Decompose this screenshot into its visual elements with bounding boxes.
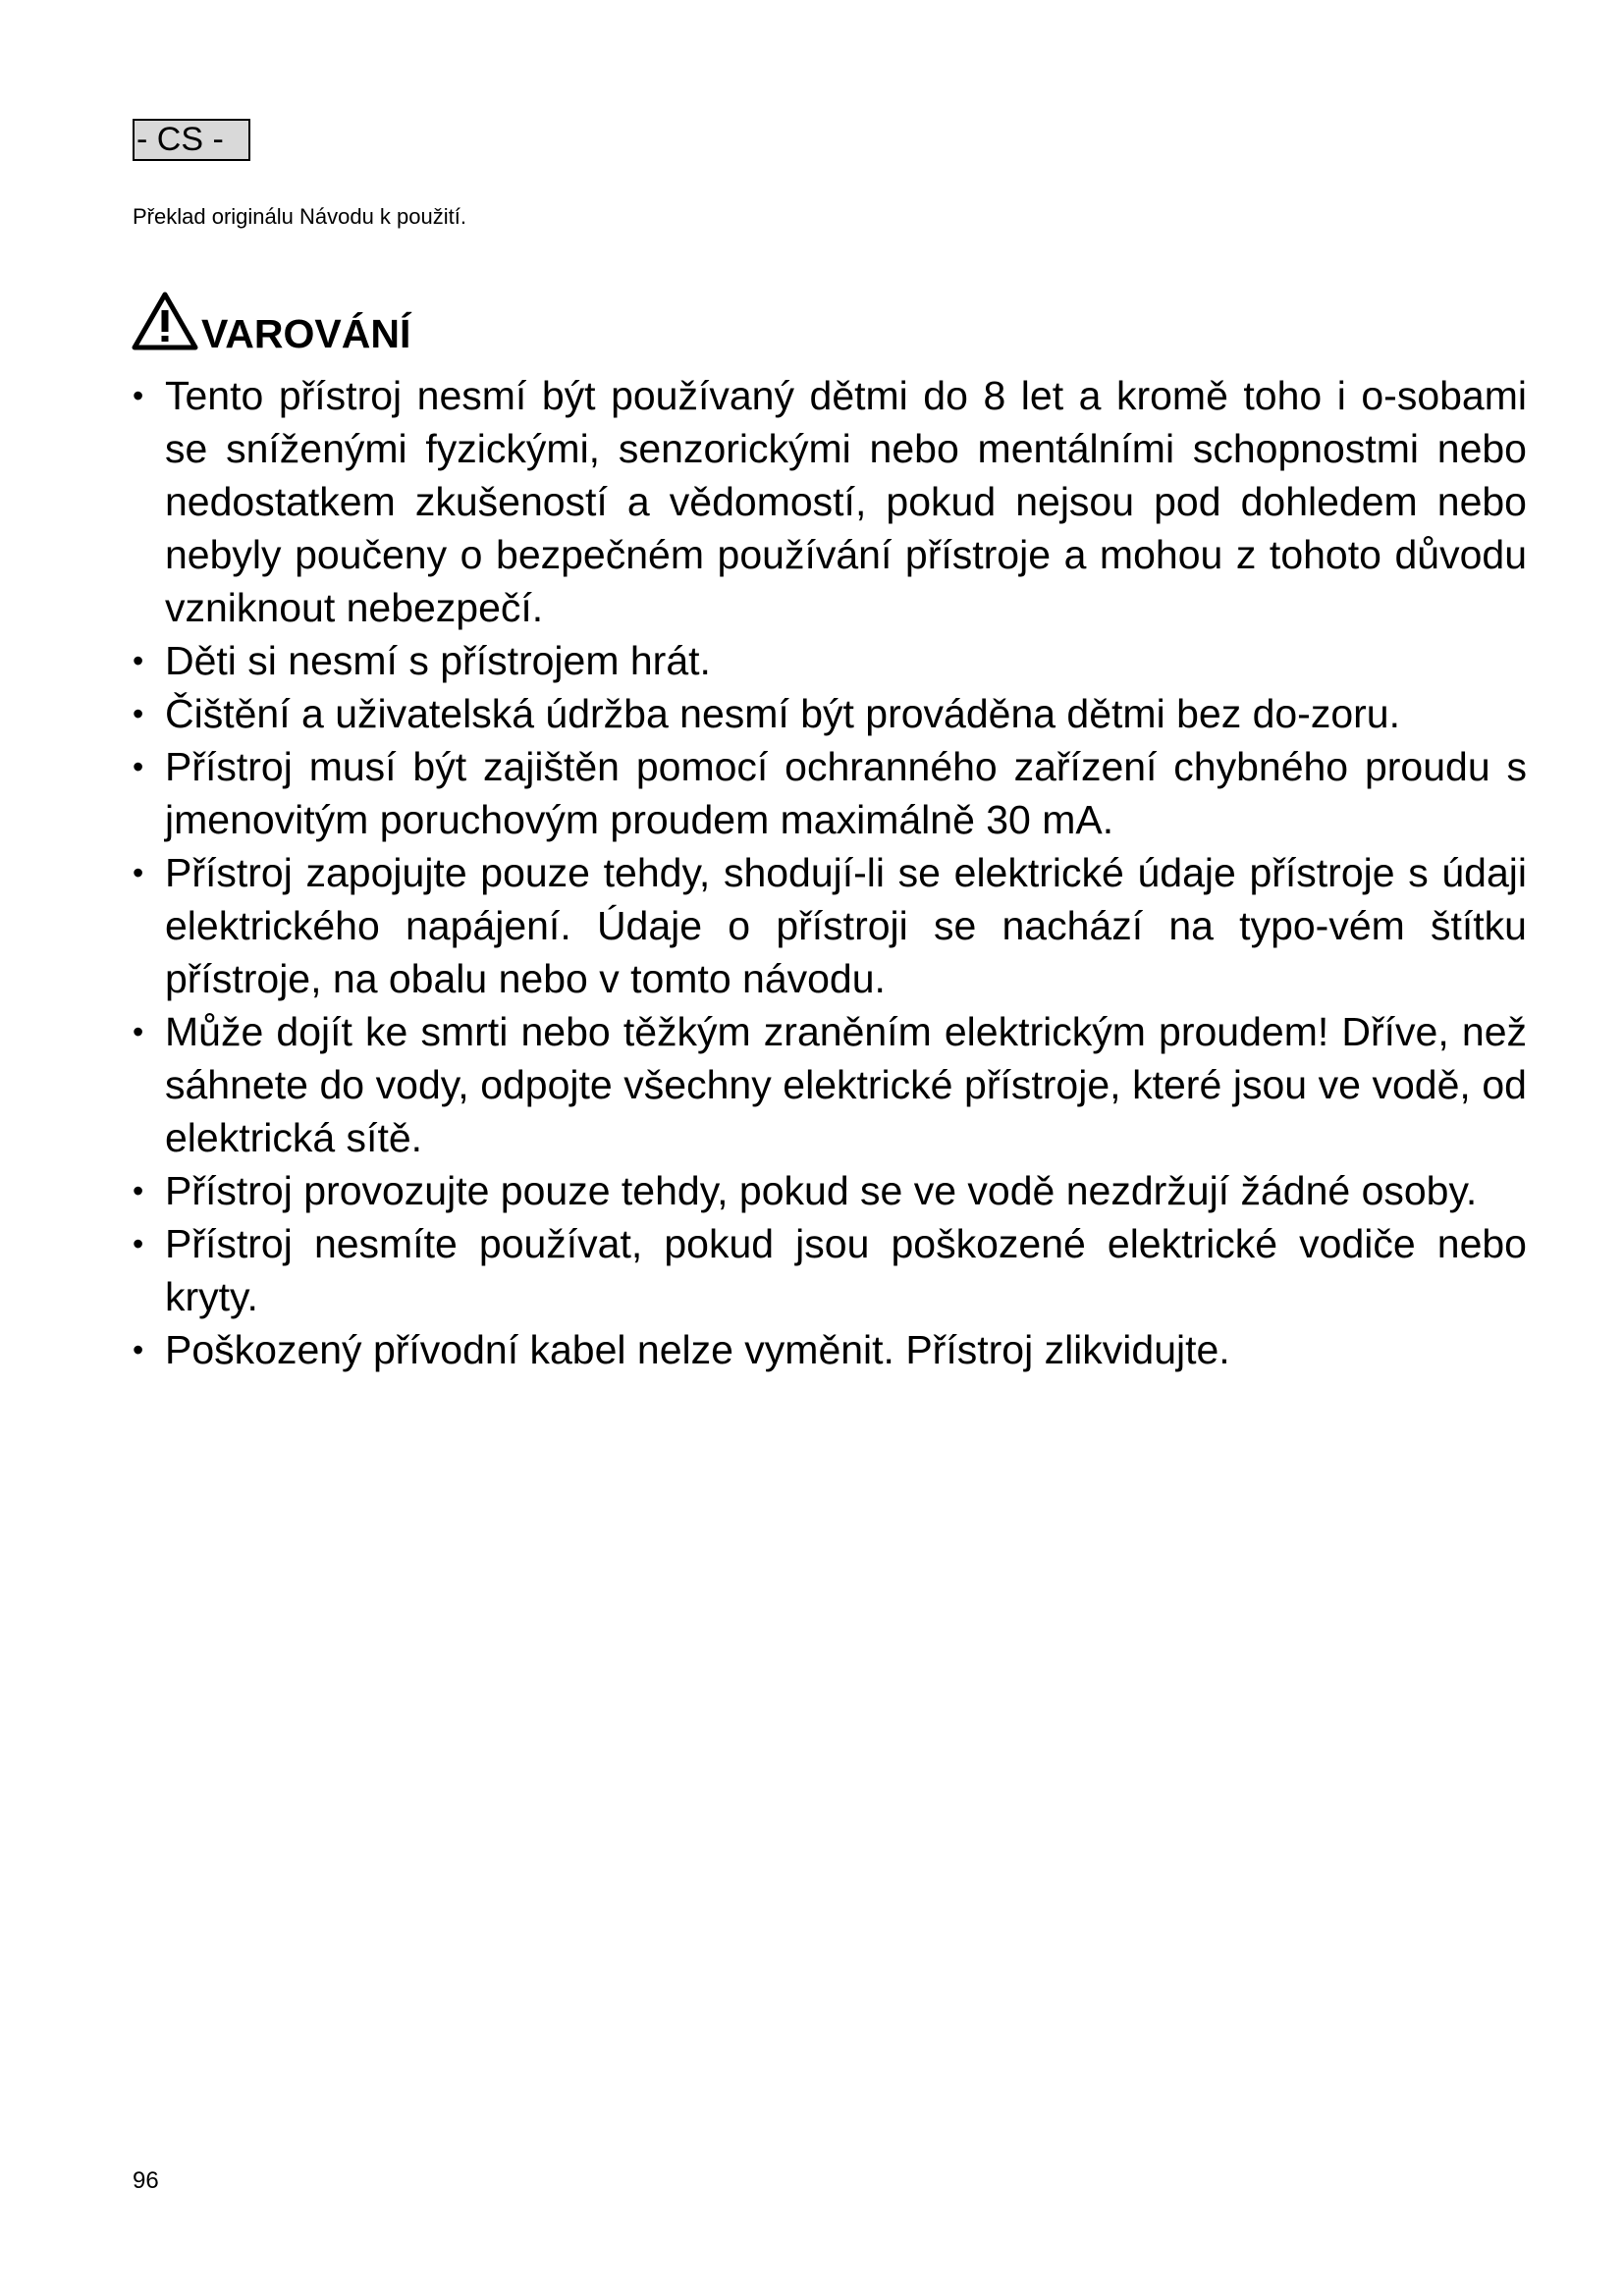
list-item	[133, 634, 1527, 687]
warning-list	[133, 369, 1527, 1376]
list-item-text: Tento přístroj nesmí být používaný dětmi do 8 let a kromě toho i o-sobami se sníženými fyzickými, senzorickými nebo mentálními schopnostmi nebo nedostatkem zkušeností a vědomostí, pokud nejsou pod dohledem nebo nebyly poučeny o bezpečném používání přístroje a mohou z tohoto důvodu vzniknout nebezpečí.	[165, 373, 1527, 630]
list-item-text: Poškozený přívodní kabel nelze vyměnit. Přístroj zlikvidujte.	[165, 1327, 1230, 1372]
bullet-icon: •	[133, 749, 144, 784]
list-item	[133, 1323, 1527, 1376]
list-item-text: Děti si nesmí s přístrojem hrát.	[165, 638, 711, 683]
list-item-text: Přístroj provozujte pouze tehdy, pokud se ve vodě nezdržují žádné osoby.	[165, 1168, 1478, 1213]
list-item-text: Čištění a uživatelská údržba nesmí být prováděna dětmi bez do-zoru.	[165, 691, 1400, 736]
page-number: 96	[133, 2167, 159, 2194]
bullet-icon: •	[133, 378, 144, 413]
list-item	[133, 1217, 1527, 1323]
list-item	[133, 1164, 1527, 1217]
list-item	[133, 687, 1527, 740]
warning-title: VAROVÁNÍ	[201, 311, 411, 356]
warning-header	[131, 291, 411, 356]
list-item	[133, 1005, 1527, 1164]
list-item-text: Přístroj nesmíte používat, pokud jsou poškozené elektrické vodiče nebo kryty.	[165, 1221, 1527, 1319]
bullet-icon: •	[133, 855, 144, 890]
bullet-icon: •	[133, 696, 144, 731]
list-item	[133, 846, 1527, 1005]
bullet-icon: •	[133, 1332, 144, 1367]
bullet-icon: •	[133, 1173, 144, 1208]
bullet-icon: •	[133, 1014, 144, 1049]
list-item-text: Přístroj zapojujte pouze tehdy, shodují-li se elektrické údaje přístroje s údaji elektrického napájení. Údaje o přístroji se nachází na typo-vém štítku přístroje, na obalu nebo v tomto návodu.	[165, 850, 1527, 1001]
list-item-text: Může dojít ke smrti nebo těžkým zraněním elektrickým proudem! Dříve, než sáhnete do vody, odpojte všechny elektrické přístroje, které jsou ve vodě, od elektrická sítě.	[165, 1009, 1527, 1160]
translation-note: Překlad originálu Návodu k použití.	[133, 204, 466, 229]
bullet-icon: •	[133, 1226, 144, 1261]
language-badge: - CS -	[133, 119, 250, 161]
list-item	[133, 369, 1527, 634]
list-item-text: Přístroj musí být zajištěn pomocí ochranného zařízení chybného proudu s jmenovitým poruchovým proudem maximálně 30 mA.	[165, 744, 1527, 842]
bullet-icon: •	[133, 643, 144, 678]
list-item	[133, 740, 1527, 846]
warning-triangle-icon	[131, 291, 199, 353]
